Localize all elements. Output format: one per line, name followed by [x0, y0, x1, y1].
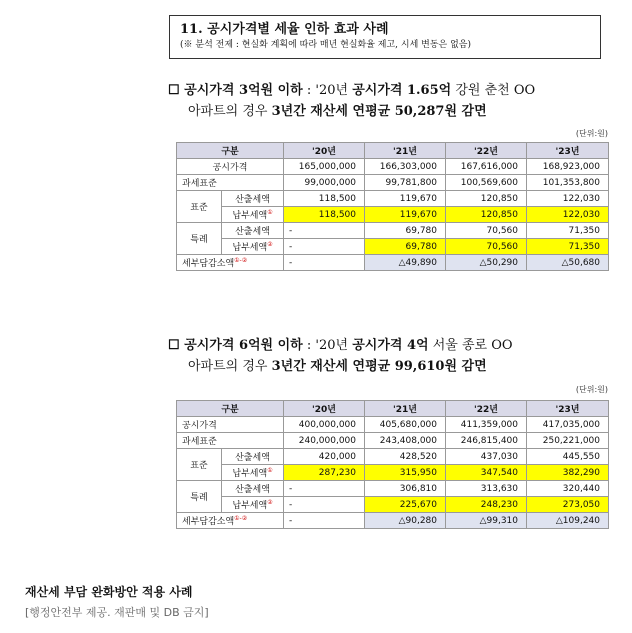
cell: - [284, 513, 365, 529]
group-label: 특례 [177, 481, 222, 513]
cell: 382,290 [527, 465, 609, 481]
case1-table [176, 142, 609, 271]
table-row [177, 513, 609, 529]
cell: 120,850 [446, 191, 527, 207]
case2-table [176, 400, 609, 529]
row-label: 납부세액② [222, 239, 284, 255]
row-label: 산출세액 [222, 223, 284, 239]
table-row [177, 497, 609, 513]
header-cell: '22년 [446, 401, 527, 417]
row-label: 공시가격 [177, 417, 284, 433]
section-note: (※ 분석 전제 : 현실화 계획에 따라 매년 현실화율 제고, 시세 변동은 없음) [180, 40, 471, 50]
table-header-row [177, 143, 609, 159]
cell: 420,000 [284, 449, 365, 465]
row-label: 세부담감소액①-② [177, 255, 284, 271]
case2-heading-line2-bold: 3년간 재산세 연평균 99,610원 감면 [271, 359, 487, 374]
row-label: 납부세액① [222, 207, 284, 223]
cell: 320,440 [527, 481, 609, 497]
case2-heading-bold: 공시가격 4억 [352, 338, 429, 353]
cell: 437,030 [446, 449, 527, 465]
header-cell: '23년 [527, 401, 609, 417]
case2-heading-suffix: 서울 종로 OO [428, 338, 513, 353]
row-label: 과세표준 [177, 433, 284, 449]
section-title-box [169, 15, 601, 59]
cell: 417,035,000 [527, 417, 609, 433]
table-row [177, 175, 609, 191]
header-cell: '20년 [284, 143, 365, 159]
cell: 119,670 [365, 191, 446, 207]
row-label: 산출세액 [222, 191, 284, 207]
cell: 101,353,800 [527, 175, 609, 191]
table-row [177, 239, 609, 255]
header-cell: '23년 [527, 143, 609, 159]
group-label: 특례 [177, 223, 222, 255]
cell: 428,520 [365, 449, 446, 465]
header-cell: '21년 [365, 401, 446, 417]
cell: 246,815,400 [446, 433, 527, 449]
table-header-row [177, 401, 609, 417]
cell: 120,850 [446, 207, 527, 223]
cell: 250,221,000 [527, 433, 609, 449]
table-row [177, 449, 609, 465]
cell: 118,500 [284, 191, 365, 207]
table-row [177, 207, 609, 223]
cell: 165,000,000 [284, 159, 365, 175]
row-label: 납부세액① [222, 465, 284, 481]
cell: 71,350 [527, 239, 609, 255]
row-label: 세부담감소액①-② [177, 513, 284, 529]
cell: △50,290 [446, 255, 527, 271]
cell: - [284, 223, 365, 239]
case1-heading-bold: 공시가격 1.65억 [352, 83, 452, 98]
cell: 122,030 [527, 207, 609, 223]
table-row [177, 433, 609, 449]
cell: 225,670 [365, 497, 446, 513]
cell: △50,680 [527, 255, 609, 271]
table-row [177, 481, 609, 497]
cell: △49,890 [365, 255, 446, 271]
section-title: 11. 공시가격별 세율 인하 효과 사례 [180, 22, 389, 37]
case1-heading-mid: : '20년 [302, 83, 353, 98]
cell: 99,000,000 [284, 175, 365, 191]
cell: 70,560 [446, 239, 527, 255]
cell: 315,950 [365, 465, 446, 481]
case2-unit: (단위:원) [575, 385, 608, 394]
case2-heading-prefix: ☐ 공시가격 6억원 이하 [168, 338, 303, 353]
cell: 240,000,000 [284, 433, 365, 449]
header-cell: 구분 [177, 143, 284, 159]
cell: 405,680,000 [365, 417, 446, 433]
cell: 168,923,000 [527, 159, 609, 175]
cell: - [284, 239, 365, 255]
case1-unit: (단위:원) [575, 129, 608, 138]
case1-heading-line2: 아파트의 경우 [188, 104, 272, 119]
case2-heading-line2: 아파트의 경우 [188, 359, 272, 374]
caption-note: [행정안전부 제공. 재판매 및 DB 금지] [25, 606, 209, 619]
cell: 99,781,800 [365, 175, 446, 191]
header-cell: '22년 [446, 143, 527, 159]
table-row [177, 417, 609, 433]
row-label: 공시가격 [177, 159, 284, 175]
caption-title: 재산세 부담 완화방안 적용 사례 [25, 585, 193, 599]
cell: 122,030 [527, 191, 609, 207]
cell: 100,569,600 [446, 175, 527, 191]
case2-heading-mid: : '20년 [302, 338, 353, 353]
cell: - [284, 255, 365, 271]
header-cell: '20년 [284, 401, 365, 417]
table-row [177, 191, 609, 207]
cell: △90,280 [365, 513, 446, 529]
cell: 411,359,000 [446, 417, 527, 433]
cell: 119,670 [365, 207, 446, 223]
row-label: 산출세액 [222, 481, 284, 497]
row-label: 과세표준 [177, 175, 284, 191]
cell: 167,616,000 [446, 159, 527, 175]
table-row [177, 465, 609, 481]
cell: 243,408,000 [365, 433, 446, 449]
cell: 166,303,000 [365, 159, 446, 175]
row-label: 납부세액② [222, 497, 284, 513]
cell: 69,780 [365, 239, 446, 255]
case1-heading-prefix: ☐ 공시가격 3억원 이하 [168, 83, 303, 98]
cell: 69,780 [365, 223, 446, 239]
case1-heading-suffix: 강원 춘천 OO [451, 83, 536, 98]
cell: - [284, 497, 365, 513]
header-cell: 구분 [177, 401, 284, 417]
cell: 445,550 [527, 449, 609, 465]
cell: 248,230 [446, 497, 527, 513]
row-label: 산출세액 [222, 449, 284, 465]
table-row [177, 159, 609, 175]
cell: 400,000,000 [284, 417, 365, 433]
cell: 347,540 [446, 465, 527, 481]
case1-heading [168, 80, 608, 122]
case2-heading [168, 335, 608, 377]
cell: △99,310 [446, 513, 527, 529]
group-label: 표준 [177, 191, 222, 223]
table-row [177, 223, 609, 239]
cell: - [284, 481, 365, 497]
cell: 306,810 [365, 481, 446, 497]
cell: 287,230 [284, 465, 365, 481]
header-cell: '21년 [365, 143, 446, 159]
table-row [177, 255, 609, 271]
cell: △109,240 [527, 513, 609, 529]
cell: 118,500 [284, 207, 365, 223]
cell: 313,630 [446, 481, 527, 497]
cell: 273,050 [527, 497, 609, 513]
case1-heading-line2-bold: 3년간 재산세 연평균 50,287원 감면 [271, 104, 487, 119]
group-label: 표준 [177, 449, 222, 481]
cell: 71,350 [527, 223, 609, 239]
cell: 70,560 [446, 223, 527, 239]
